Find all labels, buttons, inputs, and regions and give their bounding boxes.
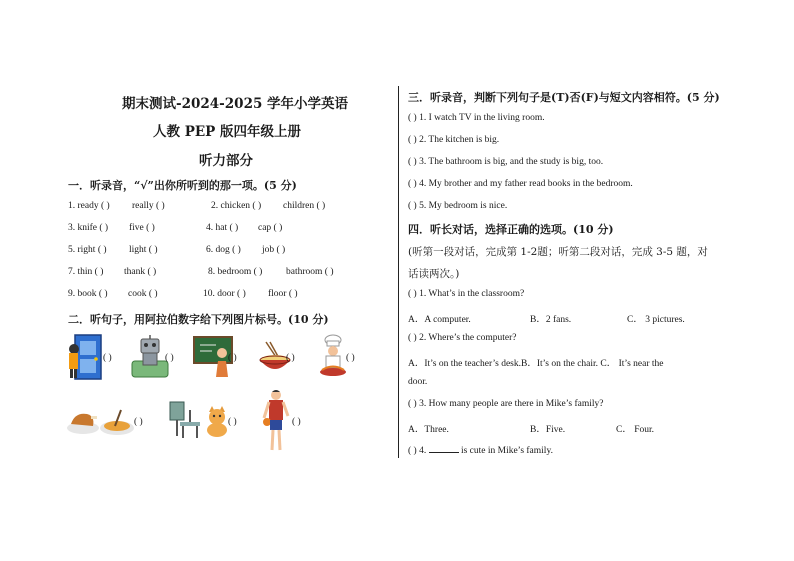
section4-heading: 四．听长对话，选择正确的选项。(10 分) bbox=[408, 223, 614, 236]
section3-item: ( ) 3. The bathroom is big, and the study is big, too. bbox=[408, 157, 604, 167]
section1-option: 4. hat ( ) bbox=[206, 223, 239, 233]
section1-option: 10. door ( ) bbox=[203, 289, 246, 299]
section1-option: 6. dog ( ) bbox=[206, 245, 241, 255]
section1-option: job ( ) bbox=[262, 245, 286, 255]
section1-option: 9. book ( ) bbox=[68, 289, 108, 299]
picture-label-blank[interactable]: ( ) bbox=[103, 353, 112, 363]
door-picture-icon bbox=[65, 333, 105, 381]
section1-option: 5. right ( ) bbox=[68, 245, 107, 255]
section4-question-2: ( ) 2. Where’s the computer? bbox=[408, 333, 517, 343]
section4-q1-option-b: B．2 fans. bbox=[530, 315, 572, 325]
section3-item: ( ) 5. My bedroom is nice. bbox=[408, 201, 508, 211]
section4-q3-option-b: B．Five. bbox=[530, 425, 566, 435]
picture-label-blank[interactable]: ( ) bbox=[165, 353, 174, 363]
section4-q2-options: A．It’s on the teacher’s desk.B．It’s on the chair. C． It’s near the bbox=[408, 359, 664, 369]
section4-q3-option-c: C． Four. bbox=[616, 425, 655, 435]
exam-subtitle: 人教 PEP 版四年级上册 bbox=[153, 124, 301, 140]
exam-part: 听力部分 bbox=[199, 153, 253, 169]
section4-q1-option-a: A．A computer. bbox=[408, 315, 471, 325]
section4-question-3: ( ) 3. How many people are there in Mike’s family? bbox=[408, 399, 604, 409]
section1-option: cap ( ) bbox=[258, 223, 283, 233]
section4-q3-option-a: A．Three. bbox=[408, 425, 449, 435]
section4-q1-option-c: C． 3 pictures. bbox=[627, 315, 685, 325]
section1-option: 7. thin ( ) bbox=[68, 267, 104, 277]
picture-label-blank[interactable]: ( ) bbox=[346, 353, 355, 363]
basketball-player-picture-icon bbox=[262, 388, 290, 454]
section3-item: ( ) 2. The kitchen is big. bbox=[408, 135, 500, 145]
section1-option: five ( ) bbox=[129, 223, 155, 233]
section1-option: 1. ready ( ) bbox=[68, 201, 110, 211]
section1-option: bathroom ( ) bbox=[286, 267, 334, 277]
section4-q4-blank[interactable] bbox=[429, 444, 459, 453]
section1-option: children ( ) bbox=[283, 201, 326, 211]
section3-item: ( ) 4. My brother and my father read books in the bedroom. bbox=[408, 179, 633, 189]
section1-option: thank ( ) bbox=[124, 267, 157, 277]
picture-label-blank[interactable]: ( ) bbox=[228, 353, 237, 363]
section4-instruction: (听第一段对话，完成第 1-2题；听第二段对话，完成 3-5 题，对 bbox=[408, 246, 708, 258]
picture-label-blank[interactable]: ( ) bbox=[228, 417, 237, 427]
section4-q4-suffix: is cute in Mike’s family. bbox=[460, 446, 553, 456]
section2-heading: 二．听句子，用阿拉伯数字给下列图片标号。(10 分) bbox=[68, 313, 329, 326]
section1-option: really ( ) bbox=[132, 201, 165, 211]
picture-label-blank[interactable]: ( ) bbox=[286, 353, 295, 363]
section1-option: 3. knife ( ) bbox=[68, 223, 109, 233]
section3-item: ( ) 1. I watch TV in the living room. bbox=[408, 113, 545, 123]
exam-title: 期末测试-2024-2025 学年小学英语 bbox=[122, 96, 349, 112]
section1-option: floor ( ) bbox=[268, 289, 298, 299]
robot-sofa-picture-icon bbox=[130, 333, 170, 381]
section1-option: light ( ) bbox=[129, 245, 158, 255]
section3-heading: 三．听录音，判断下列句子是(T)否(F)与短文内容相符。(5 分) bbox=[408, 91, 720, 104]
section1-option: 2. chicken ( ) bbox=[211, 201, 262, 211]
desk-chair-picture-icon bbox=[166, 400, 202, 440]
section4-q4-prefix: ( ) 4. bbox=[408, 446, 427, 456]
chef-cooking-picture-icon bbox=[316, 333, 350, 381]
section4-question-4 bbox=[408, 444, 553, 456]
chicken-soup-picture-icon bbox=[65, 400, 137, 438]
section1-option: 8. bedroom ( ) bbox=[208, 267, 263, 277]
column-divider bbox=[398, 86, 399, 458]
picture-label-blank[interactable]: ( ) bbox=[292, 417, 301, 427]
section1-heading: 一．听录音，“√”出你所听到的那一项。(5 分) bbox=[68, 179, 297, 192]
section4-instruction: 话读两次。) bbox=[408, 268, 460, 280]
section4-q2-options-cont: door. bbox=[408, 377, 428, 387]
section4-question-1: ( ) 1. What’s in the classroom? bbox=[408, 289, 525, 299]
section1-option: cook ( ) bbox=[128, 289, 158, 299]
picture-label-blank[interactable]: ( ) bbox=[134, 417, 143, 427]
